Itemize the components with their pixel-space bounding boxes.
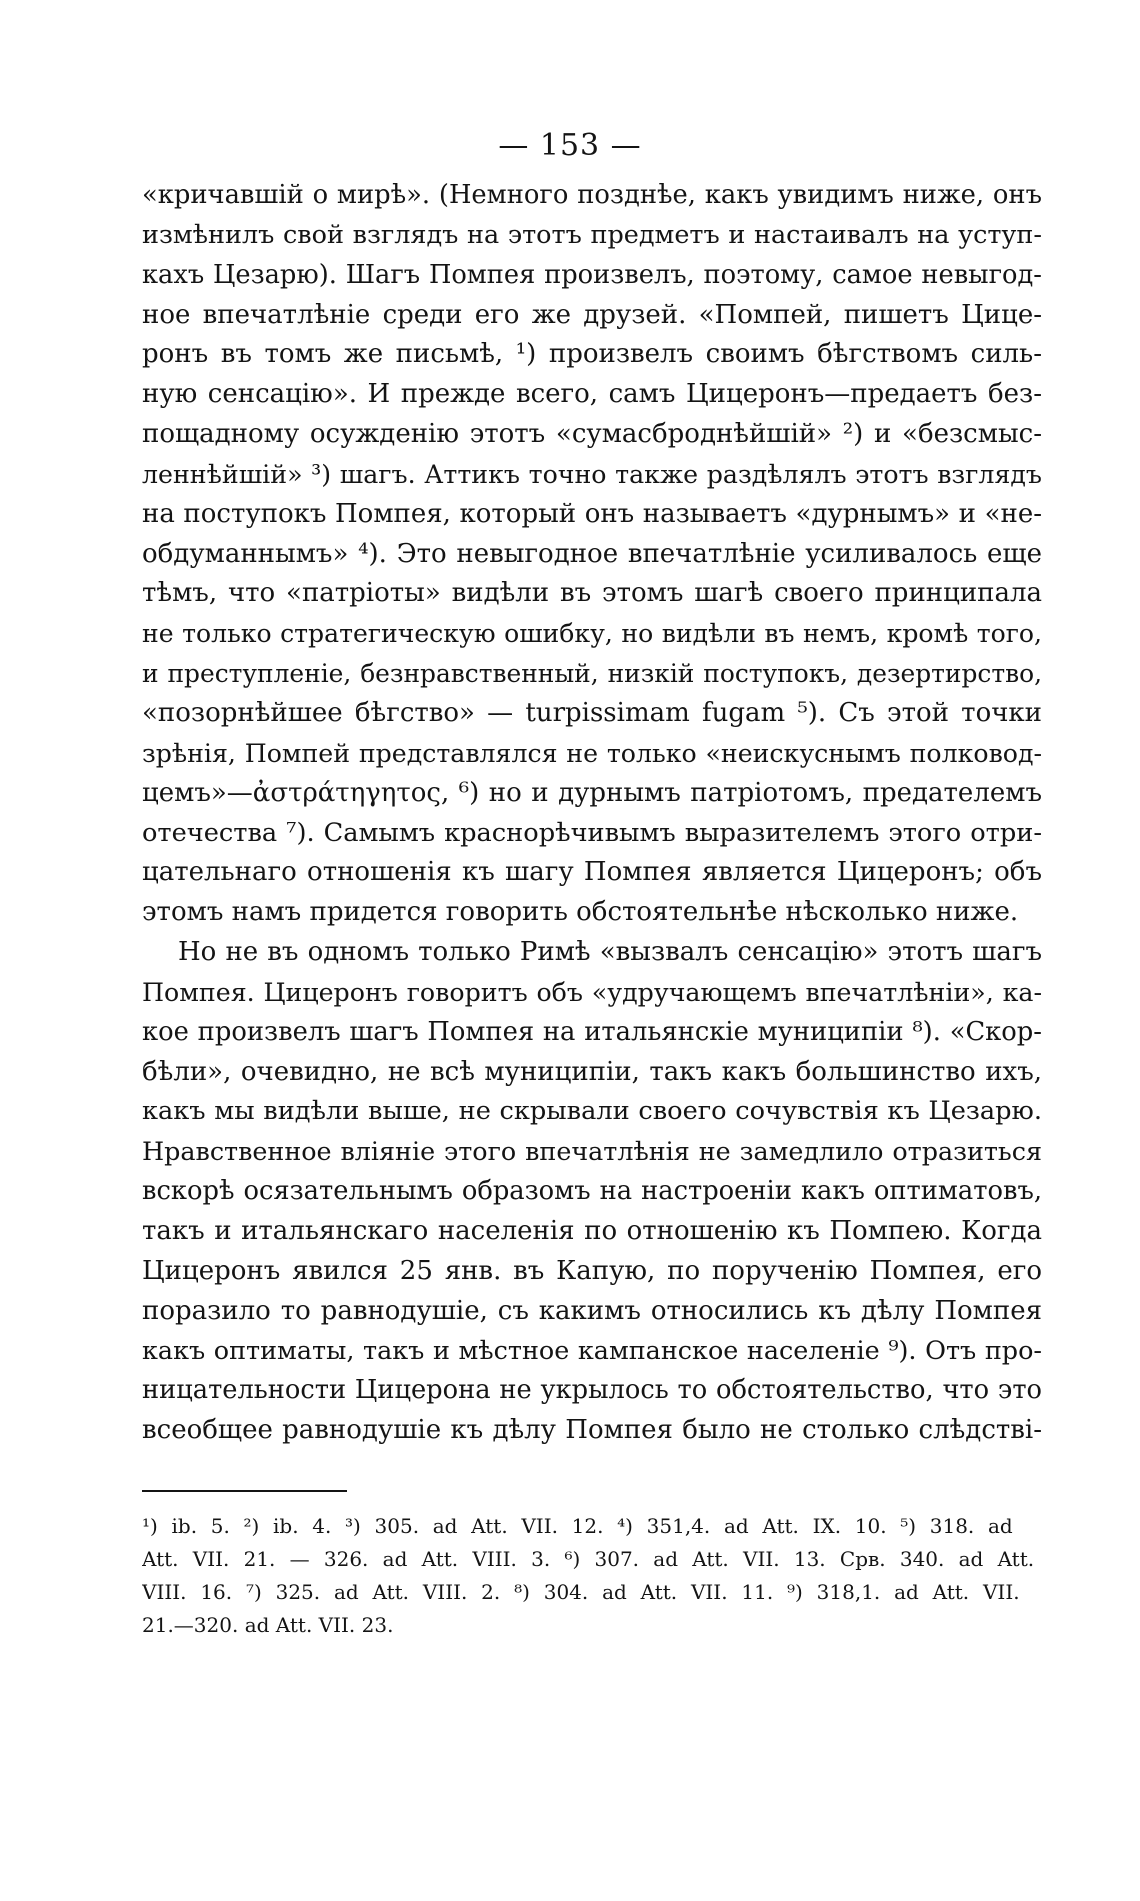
text-line: ницательности Цицерона не укрылось то обстоятельство, что это (142, 1375, 1042, 1406)
text-line: кахъ Цезарю). Шагъ Помпея произвелъ, поэтому, самое невыгод- (142, 259, 1042, 290)
footnote-line: VIII. 16. ⁷) 325. ad Att. VIII. 2. ⁸) 304. ad Att. VII. 11. ⁹) 318,1. ad Att. VII. (142, 1580, 1020, 1604)
footnote-line: ¹) ib. 5. ²) ib. 4. ³) 305. ad Att. VII. 12. ⁴) 351,4. ad Att. IX. 10. ⁵) 318. ad (142, 1514, 1013, 1538)
text-line: и преступленіе, безнравственный, низкій поступокъ, дезертирство, (142, 659, 1042, 689)
text-line: кое произвелъ шагъ Помпея на итальянскіе муниципіи ⁸). «Скор- (142, 1016, 1042, 1047)
text-line: зрѣнія, Помпей представлялся не только «неискуснымъ полковод- (142, 738, 1042, 768)
text-line: на поступокъ Помпея, который онъ называетъ «дурнымъ» и «не- (142, 498, 1042, 529)
footnote-line: Att. VII. 21. — 326. ad Att. VIII. 3. ⁶) 307. ad Att. VII. 13. Срв. 340. ad Att. (142, 1547, 1035, 1571)
text-line: «позорнѣйшее бѣгство» — turpissimam fugam ⁵). Съ этой точки (142, 697, 1042, 728)
text-line: этомъ намъ придется говорить обстоятельнѣе нѣсколько ниже. (142, 897, 1019, 928)
text-line: Нравственное вліяніе этого впечатлѣнія не замедлило отразиться (142, 1136, 1042, 1167)
text-line: Но не въ одномъ только Римѣ «вызвалъ сенсацію» этотъ шагъ (178, 937, 1042, 968)
text-line: какъ мы видѣли выше, не скрывали своего сочувствія къ Цезарю. (142, 1096, 1042, 1127)
page-number: — 153 — (498, 128, 642, 163)
text-line: отечества ⁷). Самымъ краснорѣчивымъ выразителемъ этого отри- (142, 817, 1042, 848)
text-line: пощадному осужденію этотъ «сумасброднѣйшій» ²) и «безсмыс- (142, 419, 1042, 450)
text-line: не только стратегическую ошибку, но видѣли въ немъ, кромѣ того, (142, 619, 1042, 649)
text-line: цемъ»—ἀστράτηγητος, ⁶) но и дурнымъ патріотомъ, предателемъ (142, 777, 1042, 808)
text-line: тѣмъ, что «патріоты» видѣли въ этомъ шагѣ своего принципала (142, 578, 1042, 609)
footnote-line: 21.—320. ad Att. VII. 23. (142, 1613, 394, 1637)
text-line: ронъ въ томъ же письмѣ, ¹) произвелъ своимъ бѣгствомъ силь- (142, 339, 1042, 370)
text-line: бѣли», очевидно, не всѣ муниципіи, такъ какъ большинство ихъ, (142, 1056, 1042, 1087)
footnote-separator (142, 1490, 347, 1492)
body-text (142, 176, 1042, 1451)
text-line: леннѣйшій» ³) шагъ. Аттикъ точно также раздѣлялъ этотъ взглядъ (142, 459, 1042, 489)
text-line: цательнаго отношенія къ шагу Помпея является Цицеронъ; объ (142, 857, 1042, 888)
text-line: ную сенсацію». И прежде всего, самъ Цицеронъ—предаетъ без- (142, 379, 1042, 410)
text-line: «кричавшій о мирѣ». (Немного позднѣе, какъ увидимъ ниже, онъ (142, 180, 1042, 210)
text-line: ное впечатлѣніе среди его же друзей. «Помпей, пишетъ Цице- (142, 299, 1042, 330)
text-line: вскорѣ осязательнымъ образомъ на настроеніи какъ оптиматовъ, (142, 1176, 1042, 1207)
footnotes (142, 1510, 1042, 1642)
text-line: обдуманнымъ» ⁴). Это невыгодное впечатлѣніе усиливалось еще (142, 538, 1042, 569)
text-line: Цицеронъ явился 25 янв. въ Капую, по порученію Помпея, его (142, 1255, 1042, 1286)
text-line: поразило то равнодушіе, съ какимъ относились къ дѣлу Помпея (142, 1295, 1042, 1326)
text-line: всеобщее равнодушіе къ дѣлу Помпея было не столько слѣдстві- (142, 1415, 1042, 1446)
text-line: измѣнилъ свой взглядъ на этотъ предметъ и настаивалъ на уступ- (142, 219, 1042, 250)
text-line: какъ оптиматы, такъ и мѣстное кампанское населеніе ⁹). Отъ про- (142, 1335, 1042, 1366)
text-line: Помпея. Цицеронъ говоритъ объ «удручающемъ впечатлѣніи», ка- (142, 977, 1042, 1007)
text-line: такъ и итальянскаго населенія по отношенію къ Помпею. Когда (142, 1215, 1042, 1246)
